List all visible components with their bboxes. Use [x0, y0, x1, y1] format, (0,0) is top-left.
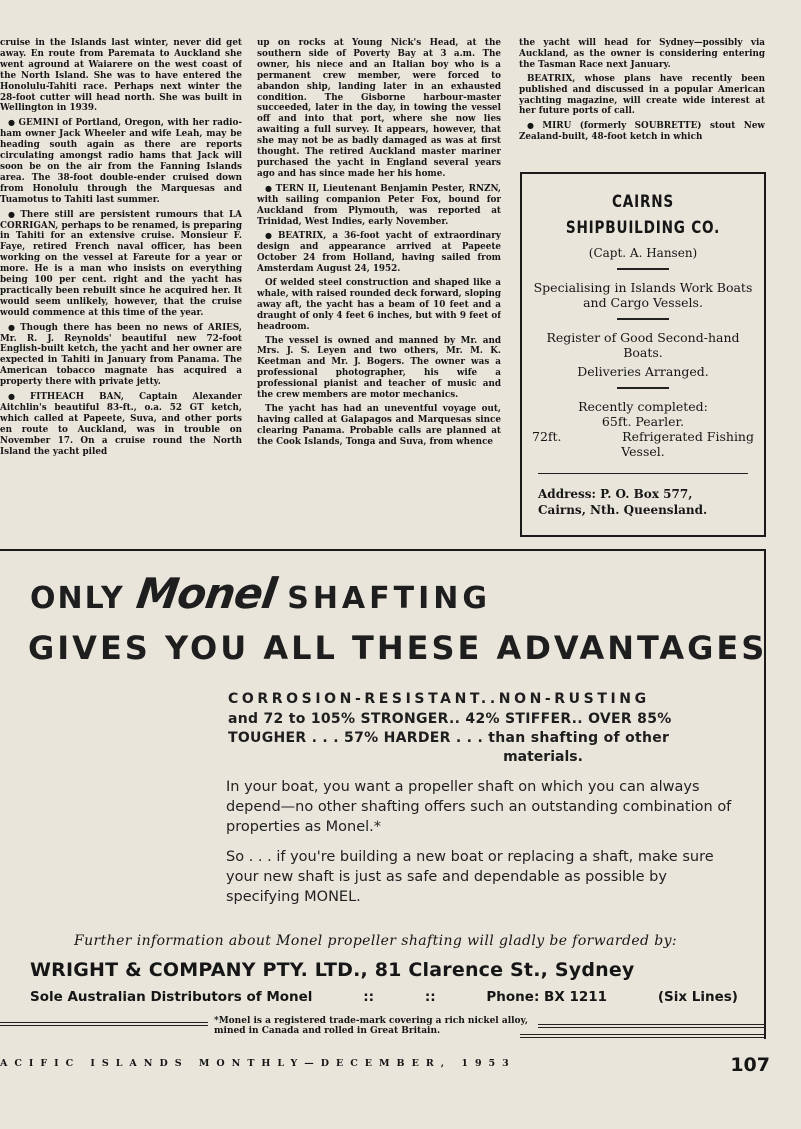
bullet-icon: ● — [265, 182, 273, 193]
ad-body-text: So . . . if you're building a new boat or replacing a shaft, make sure your new shaft is just as safe and dependable as possible by specifying MONEL. — [226, 849, 714, 905]
ad-distributor-row — [30, 989, 738, 1005]
running-footer: ACIFIC ISLANDS MONTHLY—DECEMBER, 1953 — [0, 1058, 516, 1069]
bullet-icon: ● — [8, 208, 18, 219]
paragraph: cruise in the Islands last winter, never did get away. En route from Paremata to Auckland she went aground at Waiarere on the west coast of the North Island. She was to have entered the Honolulu-Tahiti race. Perhaps next winter the 28-foot cutter will head north. She was built in Wellington in 1939. — [0, 38, 242, 114]
ad-headline-2: GIVES YOU ALL THESE ADVANTAGES — [28, 629, 768, 667]
double-rule — [538, 1024, 766, 1028]
ad-pearler: 65ft. Pearler. — [601, 414, 685, 429]
bullet-icon: ● — [527, 120, 540, 131]
ad-company: WRIGHT & COMPANY PTY. LTD., 81 Clarence St., Sydney — [30, 959, 635, 981]
cairns-shipbuilding-ad — [520, 172, 766, 537]
paragraph — [0, 391, 242, 457]
spec-line: and 72 to 105% STRONGER.. 42% STIFFER.. OVER 85% — [228, 711, 672, 727]
separator: :: — [363, 989, 375, 1005]
paragraph: Of welded steel construction and shaped like a whale, with raised rounded deck forward, sloping away aft, the yacht has a beam of 10 feet and a draught of only 4 feet 6 inches, but with 9 feet of headroom. — [257, 278, 501, 332]
paragraph — [519, 120, 765, 143]
paragraph-text: BEATRIX, a 36-foot yacht of extraordinary design and appearance arrived at Papeete October 24 from Holland, having sailed from Amsterdam August 24, 1952. — [257, 231, 501, 275]
double-rule — [0, 1022, 208, 1026]
article-column-2 — [257, 38, 501, 548]
ad-size: 72ft. — [532, 429, 562, 444]
monel-shafting-ad — [0, 549, 766, 1039]
article-column-1 — [0, 38, 242, 538]
paragraph: up on rocks at Young Nick's Head, at the southern side of Poverty Bay at 3 a.m. The owner, his niece and an Italian boy who is a permanent crew member, were forced to abandon ship, landing later in an exhausted condition. The Gisborne harbour-master succeeded, later in the day, in towing the vessel off and into that port, where she now lies awaiting a full survey. It appears, however, that she may not be as badly damaged as was at first thought. The retired Auckland master mariner purchased the yacht in England several years ago and has since made her his home. — [257, 38, 501, 179]
ad-register: Register of Good Second-hand Boats. — [546, 330, 740, 360]
bullet-icon: ● — [8, 391, 28, 402]
page-footer — [0, 1054, 770, 1084]
ad-vessel: Vessel. — [621, 444, 665, 459]
footnote-text: *Monel is a registered trade-mark covering a rich nickel alloy, mined in Canada and rolled in Great Britain. — [214, 1016, 529, 1036]
spec-line: TOUGHER . . . 57% HARDER . . . than shafting of other — [228, 730, 670, 746]
paragraph — [0, 209, 242, 319]
divider — [617, 268, 669, 270]
paragraph-text: GEMINI of Portland, Oregon, with her radio-ham owner Jack Wheeler and wife Leah, may be heading south again as there are reports circulating amongst radio hams that Jack will soon be on the air from the Fanning Islands area. The 38-foot double-ender cruised down from Honolulu through the Marquesas and Tuamotus to Tahiti last summer. — [0, 118, 242, 205]
spec-line: CORROSION-RESISTANT..NON-RUSTING — [228, 691, 650, 707]
ad-refrigerated: Refrigerated Fishing — [622, 429, 754, 444]
monel-logo: Monel — [133, 569, 279, 618]
ad-company-name: SHIPBUILDING CO. — [565, 218, 721, 238]
ad-captain: (Capt. A. Hansen) — [588, 246, 698, 260]
ad-address-line-2: Cairns, Nth. Queensland. — [538, 503, 708, 517]
paragraph — [257, 183, 501, 228]
paragraph: the yacht will head for Sydney—possibly via Auckland, as the owner is considering entering the Tasman Race next January. — [519, 38, 765, 70]
bullet-icon: ● — [265, 230, 275, 241]
spec-line: materials. — [503, 749, 583, 765]
article-column-3 — [519, 38, 765, 168]
divider — [538, 473, 748, 474]
ad-body-text: In your boat, you want a propeller shaft on which you can always depend—no other shafting offers such an outstanding combination of properties as Monel.* — [226, 779, 732, 835]
ad-lines: (Six Lines) — [657, 989, 738, 1005]
ad-specialising: Specialising in Islands Work Boats and Cargo Vessels. — [533, 280, 753, 310]
bullet-icon: ● — [8, 321, 18, 332]
headline-word: SHAFTING — [287, 581, 492, 616]
headline-word: ONLY — [30, 581, 125, 616]
paragraph — [0, 322, 242, 388]
paragraph — [0, 117, 242, 205]
separator: :: — [424, 989, 436, 1005]
paragraph — [257, 230, 501, 275]
ad-deliveries: Deliveries Arranged. — [577, 364, 709, 379]
paragraph-text: MIRU (formerly SOUBRETTE) stout New Zealand-built, 48-foot ketch in which — [519, 121, 765, 143]
divider — [617, 387, 669, 389]
ad-further-info: Further information about Monel propeller shafting will gladly be forwarded by: — [74, 933, 678, 949]
ad-refrigerated-row — [532, 429, 754, 444]
paragraph-text: Though there has been no news of ARIES, Mr. R. J. Reynolds' beautiful new 72-foot English-built ketch, the yacht and her owner are expected in Tahiti in January from Panama. The American tobacco magnate has acquired a property there with private jetty. — [0, 322, 242, 388]
double-rule — [520, 1034, 766, 1038]
paragraph: The vessel is owned and manned by Mr. and Mrs. J. S. Leyen and two others, Mr. M. K. Keetman and Mr. J. Bogers. The owner was a professional photographer, his wife a professional pianist and teacher of music and the crew members are motor mechanics. — [257, 335, 501, 401]
ad-phone: Phone: BX 1211 — [486, 989, 608, 1005]
paragraph: The yacht has had an uneventful voyage out, having called at Galapagos and Marquesas since clearing Panama. Probable calls are planned at the Cook Islands, Tonga and Suva, from whence — [257, 404, 501, 447]
ad-recently: Recently completed: — [578, 399, 708, 414]
paragraph-text: There still are persistent rumours that LA CORRIGAN, perhaps to be renamed, is preparing in Tahiti for an extensive cruise. Monsieur F. Faye, retired French naval officer, has been working on the vessel at Fareute for a year or more. He is a man who insists on everything being 100 per cent. right and the yacht has practically been rebuilt since he acquired her. It would seem unlikely, however, that the cruise would commence at this time of the year. — [0, 209, 242, 318]
page-number: 107 — [730, 1054, 770, 1076]
ad-specs — [228, 691, 738, 765]
paragraph-text: FITHEACH BAN, Captain Alexander Aitchlin's beautiful 83-ft., o.a. 52 GT ketch, which called at Papeete, Suva, and other ports en route to Auckland, was in trouble on November 17. On a cruise round the North Island the yacht piled — [0, 392, 242, 457]
paragraph: BEATRIX, whose plans have recently been published and discussed in a popular American yachting magazine, will create wide interest at her future ports of call. — [519, 73, 765, 117]
ad-company-name: CAIRNS — [611, 192, 675, 212]
bullet-icon: ● — [8, 117, 16, 128]
paragraph-text: TERN II, Lieutenant Benjamin Pester, RNZN, with sailing companion Peter Fox, bound for Auckland from Plymouth, was reported at Trinidad, West Indies, early November. — [257, 183, 501, 227]
ad-headline-1 — [30, 569, 750, 618]
ad-distributors: Sole Australian Distributors of Monel — [30, 989, 313, 1005]
ad-footnote — [0, 1016, 766, 1044]
ad-address-line-1: Address: P. O. Box 577, — [538, 487, 693, 501]
divider — [617, 318, 669, 320]
